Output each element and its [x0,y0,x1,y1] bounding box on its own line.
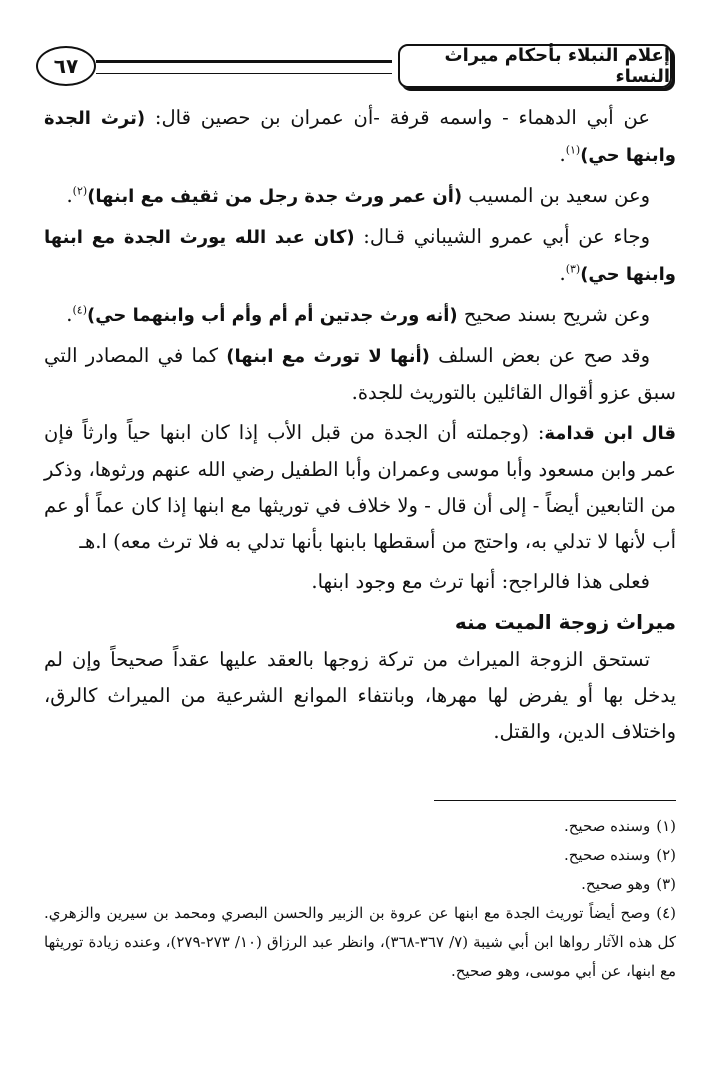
footnote-number: (٣) [656,875,676,893]
text-run: وجاء عن أبي عمرو الشيباني قـال: [354,225,650,248]
main-text [44,100,676,754]
footnote-3 [44,870,676,899]
footnote-ref: (١) [565,143,581,157]
footnote-ref: (٣) [565,262,581,276]
footnote-1 [44,812,676,841]
footnote-number: (٤) [656,904,676,922]
text-run: وقد صح عن بعض السلف [429,344,650,367]
footnote-4 [44,899,676,986]
paragraph-6 [44,415,676,560]
footnote-text: وصح أيضاً توريث الجدة مع ابنها عن عروة بن الزبير والحسن البصري ومحمد بن سيرين والزهري. كل هذه الآثار رواها ابن أبي شيبة (٧/ ٣٦٧-٣٦٨)، وانظر عبد الرزاق (١٠/ ٢٧٣-٢٧٩)، وعنده زيادة توريثها مع ابنها، عن أبي موسى، وهو صحيح. [44,904,676,980]
quote-bold: (ترث الجدة وابنها حي) [44,108,676,166]
footnote-text: وسنده صحيح. [563,846,651,864]
text-run: وعن سعيد بن المسيب [462,184,650,207]
text-run: . [66,303,73,326]
paragraph-1 [44,100,676,174]
footnote-text: وهو صحيح. [581,875,651,893]
text-run: . [66,184,73,207]
text-run: : (وجملته أن الجدة من قبل الأب إذا كان ابنها حياً وارثاً فإن عمر وابن مسعود وأبا موسى وعمران وأبا الطفيل رضي الله عنهم ورثوها، وذكر من التابعين أيضاً - إلى أن قال - ولا خلاف في توريثها مع ابنها إذا كان عماً أو عم أب لأنها لا تدلي به، واحتج من أسقطها بابنها بأنها تدلي به فلا ترث معه) ا.هـ [44,421,676,553]
paragraph-4 [44,297,676,334]
quote-bold: (أنه ورث جدتين أم أم وأم أب وابنهما حي) [86,305,458,326]
footnote-ref: (٤) [72,303,87,317]
section-heading: ميراث زوجة الميت منه [454,610,676,634]
speaker-bold: قال ابن قدامة [544,423,676,444]
paragraph-7: فعلى هذا فالراجح: أنها ترث مع وجود ابنها. [311,570,650,593]
footnote-divider [434,800,676,801]
paragraph-2 [44,178,676,215]
footnote-ref: (٢) [72,184,88,198]
footnote-number: (٢) [656,846,676,864]
text-run: كما في المصادر التي سبق عزو أقوال القائلين بالتوريث للجدة. [44,344,676,404]
footnote-2 [44,841,676,870]
section-paragraph: تستحق الزوجة الميراث من تركة زوجها بالعقد عليها عقداً صحيحاً وإن لم يدخل بها أو يفرض لها مهرها، وبانتفاء الموانع الشرعية من الميراث كالرق، واختلاف الدين، والقتل. [44,648,676,743]
footnote-text: وسنده صحيح. [563,817,651,835]
footnotes [44,812,676,986]
quote-bold: (أنها لا تورث مع ابنها) [226,346,430,367]
book-title: إعلام النبلاء بأحكام ميراث النساء [398,44,672,88]
text-run: عن أبي الدهماء - واسمه قرفة -أن عمران بن حصين قال: [145,106,650,129]
footnote-number: (١) [656,817,676,835]
paragraph-3 [44,219,676,293]
quote-bold: (أن عمر ورث جدة رجل من ثقيف مع ابنها) [87,186,463,207]
text-run: وعن شريح بسند صحيح [457,303,650,326]
text-run: . [559,262,566,285]
quote-bold: (كان عبد الله يورث الجدة مع ابنها وابنها حي) [44,227,676,285]
paragraph-5 [44,338,676,411]
page-number: ٦٧ [36,46,96,86]
text-run: . [559,143,566,166]
page-header [36,44,672,92]
header-divider [96,60,392,74]
